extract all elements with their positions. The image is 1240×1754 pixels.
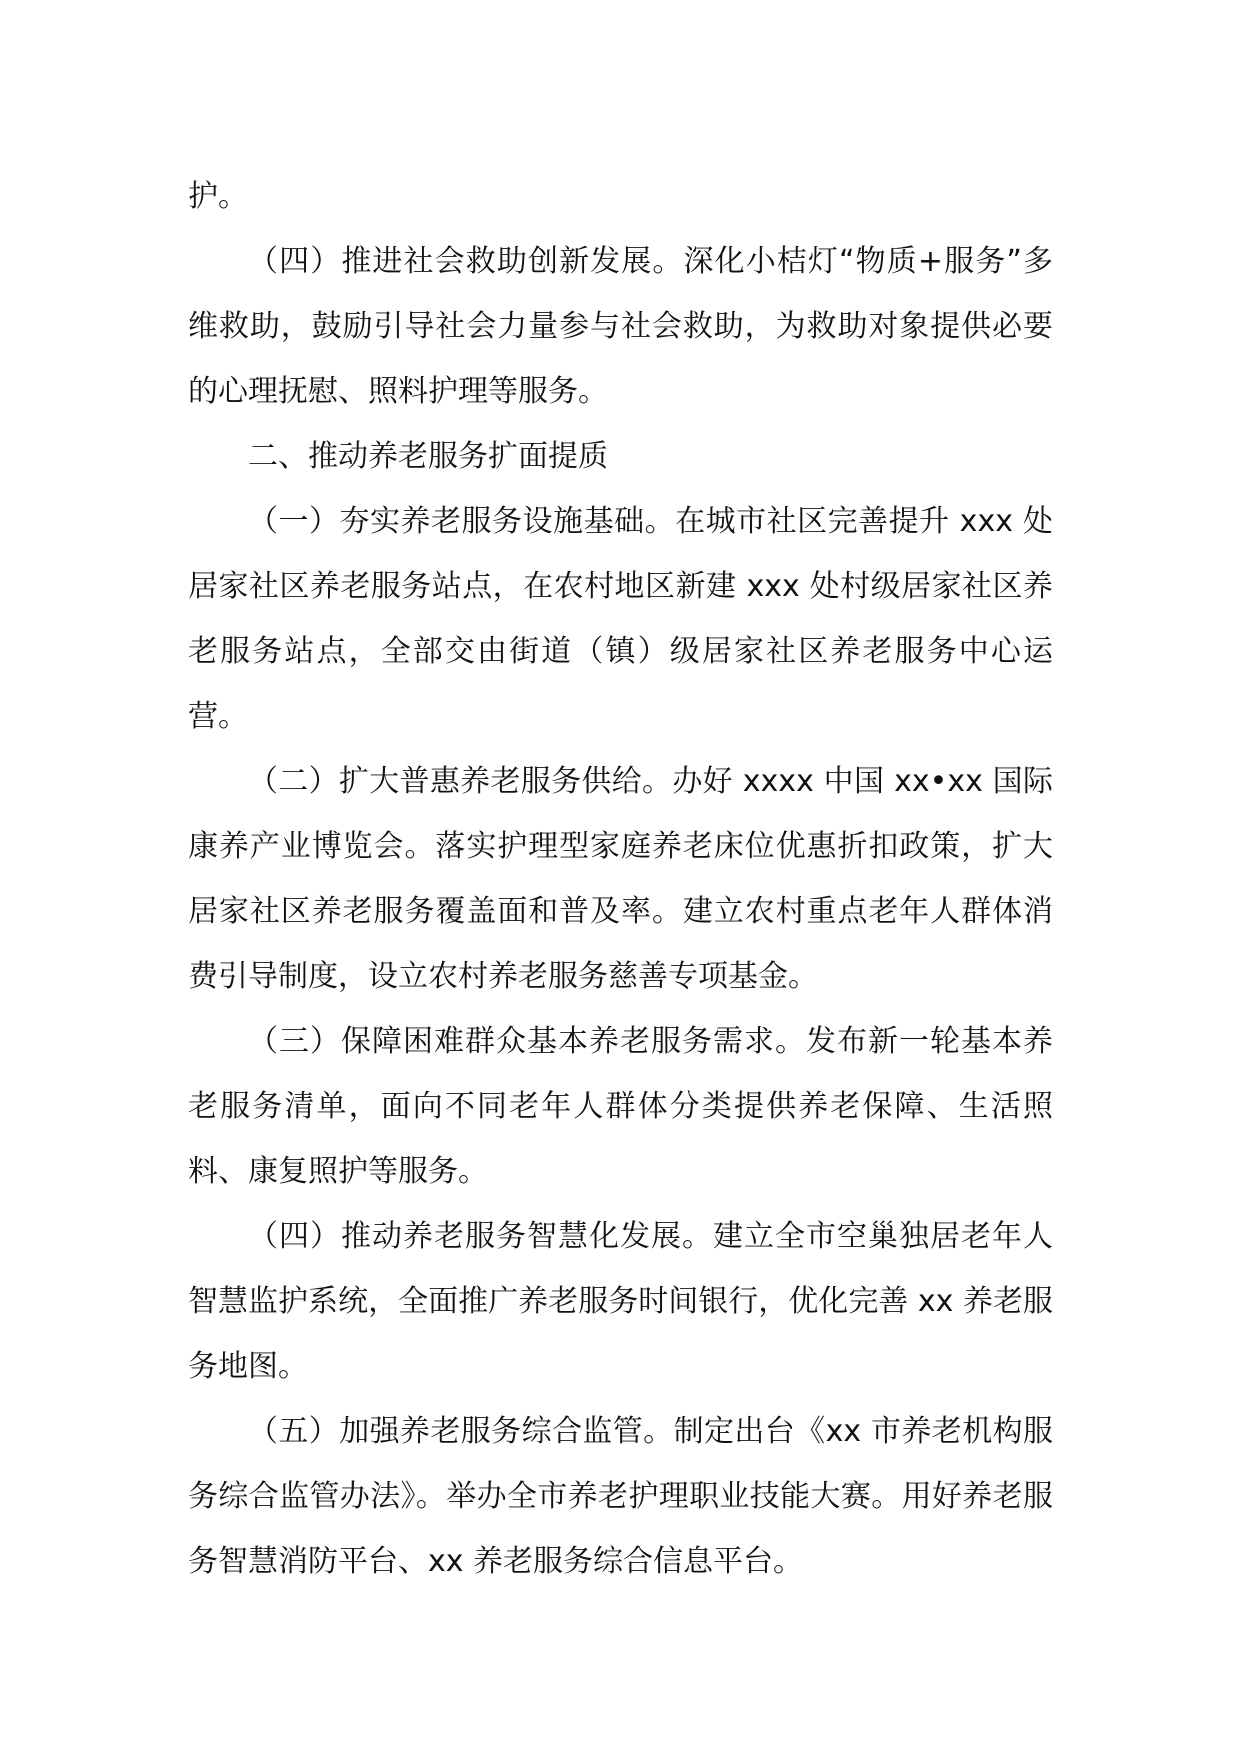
- section-heading-elderly-care: 二、推动养老服务扩面提质: [248, 439, 608, 474]
- paragraph-social-assistance: （四）推进社会救助创新发展。深化小桔灯“物质+服务”多维救助，鼓励引导社会力量参与社会救助，为救助对象提供必要的心理抚慰、照料护理等服务。: [188, 244, 1053, 409]
- document-page: [188, 164, 1053, 1594]
- paragraph-continuation: 护。: [188, 179, 248, 214]
- paragraph-smart-development: （四）推动养老服务智慧化发展。建立全市空巢独居老年人智慧监护系统，全面推广养老服务时间银行，优化完善 xx 养老服务地图。: [188, 1219, 1053, 1384]
- paragraph-supervision: （五）加强养老服务综合监管。制定出台《xx 市养老机构服务综合监管办法》。举办全市养老护理职业技能大赛。用好养老服务智慧消防平台、xx 养老服务综合信息平台。: [188, 1414, 1053, 1579]
- paragraph-facilities: （一）夯实养老服务设施基础。在城市社区完善提升 xxx 处居家社区养老服务站点，在农村地区新建 xxx 处村级居家社区养老服务站点，全部交由街道（镇）级居家社区养老服务中心运营。: [188, 504, 1053, 734]
- paragraph-inclusive-supply: （二）扩大普惠养老服务供给。办好 xxxx 中国 xx•xx 国际康养产业博览会。落实护理型家庭养老床位优惠折扣政策，扩大居家社区养老服务覆盖面和普及率。建立农村重点老年人群体消费引导制度，设立农村养老服务慈善专项基金。: [188, 764, 1053, 994]
- paragraph-basic-needs: （三）保障困难群众基本养老服务需求。发布新一轮基本养老服务清单，面向不同老年人群体分类提供养老保障、生活照料、康复照护等服务。: [188, 1024, 1053, 1189]
